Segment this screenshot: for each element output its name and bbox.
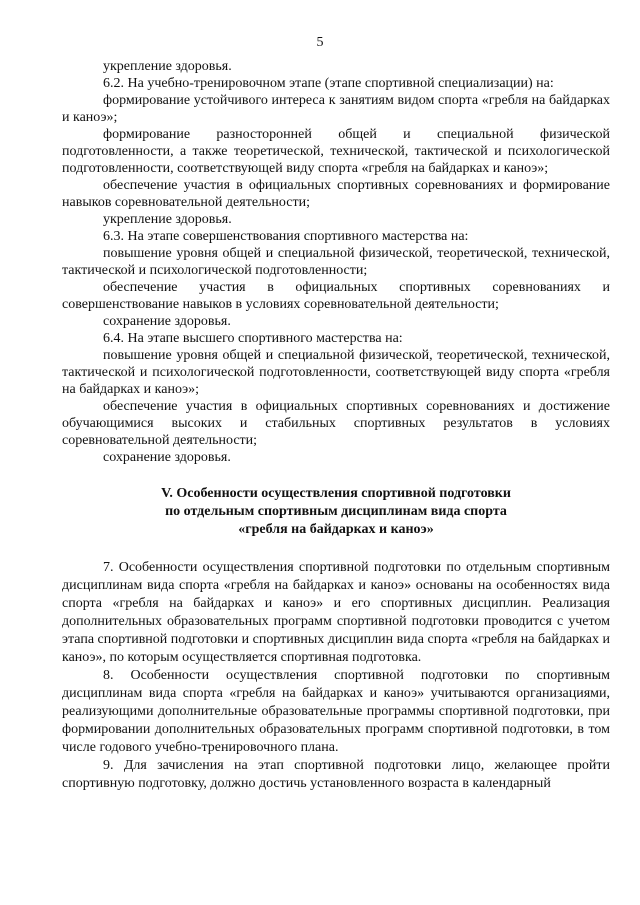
page-number: 5 [316, 35, 324, 50]
heading-line: по отдельным спортивным дисциплинам вида спорта [165, 504, 507, 519]
section-heading [62, 485, 610, 539]
paragraph: формирование устойчивого интереса к занятиям видом спорта «гребля на байдарках и каноэ»; [62, 93, 610, 125]
paragraph-7: 7. Особенности осуществления спортивной подготовки по отдельным спортивным дисциплинам вида спорта «гребля на байдарках и каноэ» основаны на особенностях вида спорта «гребля на байдарках и каноэ» и его спортивных дисциплин. Реализация дополнительных образовательных программ спортивной подготовки проводится с учетом этапа спортивной подготовки и спортивных дисциплин вида спорта «гребля на байдарках и каноэ», по которым осуществляется спортивная подготовка. [62, 560, 610, 665]
heading-line: «гребля на байдарках и каноэ» [238, 522, 434, 537]
document-body [62, 58, 610, 793]
paragraph: обеспечение участия в официальных спортивных соревнованиях и формирование навыков соревновательной деятельности; [62, 178, 610, 210]
paragraph: 6.2. На учебно-тренировочном этапе (этапе спортивной специализации) на: [103, 76, 554, 91]
paragraph: укрепление здоровья. [103, 212, 232, 227]
heading-line: V. Особенности осуществления спортивной подготовки [161, 486, 511, 501]
paragraph: формирование разносторонней общей и специальной физической подготовленности, а также теоретической, технической, тактической и психологической подготовленности, соответствующей виду спорта «гребля на байдарках и каноэ»; [62, 127, 610, 176]
paragraph: повышение уровня общей и специальной физической, теоретической, технической, тактической и психологической подготовленности; [62, 246, 610, 278]
paragraph: обеспечение участия в официальных спортивных соревнованиях и совершенствование навыков в условиях соревновательной деятельности; [62, 280, 610, 312]
paragraph: 6.3. На этапе совершенствования спортивного мастерства на: [103, 229, 469, 244]
paragraph: сохранение здоровья. [103, 450, 231, 465]
paragraph: сохранение здоровья. [103, 314, 231, 329]
paragraph: укрепление здоровья. [103, 59, 232, 74]
paragraph: повышение уровня общей и специальной физической, теоретической, технической, тактической и психологической подготовленности, соответствующей виду спорта «гребля на байдарках и каноэ»; [62, 348, 610, 397]
paragraph: обеспечение участия в официальных спортивных соревнованиях и достижение обучающимися высоких и стабильных спортивных результатов в условиях соревновательной деятельности; [62, 399, 610, 448]
paragraph: 6.4. На этапе высшего спортивного мастерства на: [103, 331, 403, 346]
section-7-9 [62, 559, 610, 793]
paragraph-8: 8. Особенности осуществления спортивной подготовки по спортивным дисциплинам вида спорта «гребля на байдарках и каноэ» учитываются организациями, реализующими дополнительные образовательные программы спортивной подготовки, при формировании дополнительных образовательных программ спортивной подготовки, в том числе годового учебно-тренировочного плана. [62, 668, 610, 755]
section-6-goals [62, 58, 610, 466]
paragraph-9: 9. Для зачисления на этап спортивной подготовки лицо, желающее пройти спортивную подготовку, должно достичь установленного возраста в календарный [62, 758, 610, 791]
